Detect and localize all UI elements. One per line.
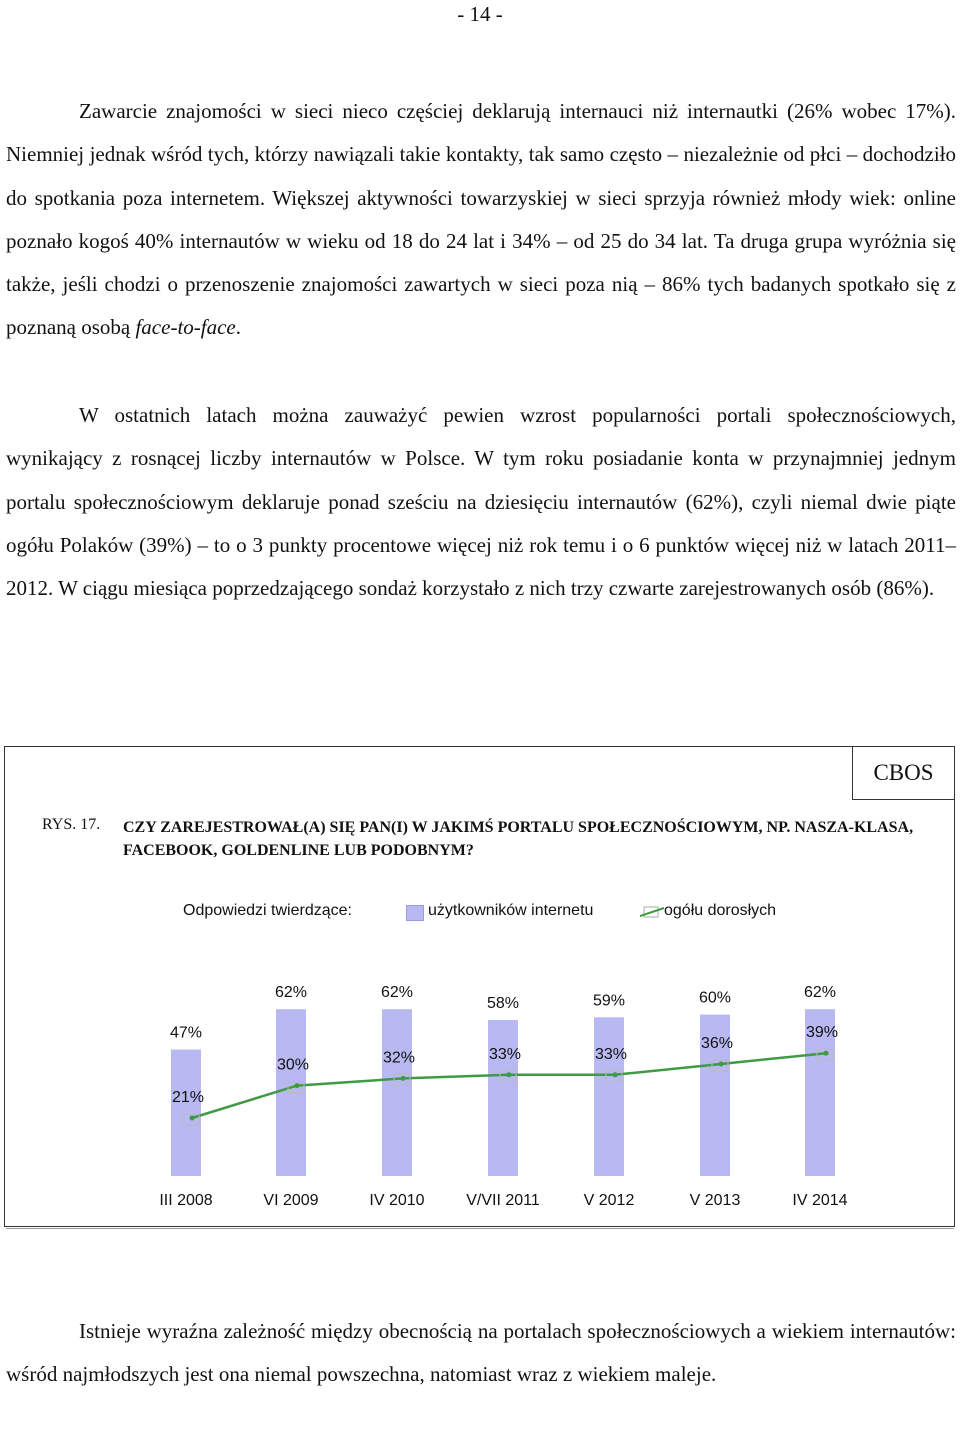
figure-divider [6, 1228, 954, 1229]
figure-label: RYS. 17. [42, 816, 101, 833]
line-label-0: 21% [171, 1089, 205, 1106]
legend-title: Odpowiedzi twierdzące: [183, 902, 352, 919]
bar-label-1: 62% [274, 984, 308, 1002]
figure-question: CZY ZAREJESTROWAŁ(A) SIĘ PAN(I) W JAKIMŚ PORTALU SPOŁECZNOŚCIOWYM, NP. NASZA-KLASA, FACEBOOK, GOLDENLINE LUB PODOBNYM? [123, 819, 914, 859]
category-label-6: IV 2014 [792, 1192, 848, 1209]
bar-label-2: 62% [380, 984, 414, 1002]
bar-label-3: 58% [486, 994, 520, 1012]
paragraph-1: Zawarcie znajomości w sieci nieco częściej deklarują internauci niż internautki (26% wobec 17%). Niemniej jednak wśród tych, którzy nawiązali takie kontakty, tak samo często – niezależnie od płci – dochodziło do spotkania poza internetem. Większej aktywności towarzyskiej w sieci sprzyja również młody wiek: online poznało kogoś 40% internautów w wieku od 18 do 24 lat i 34% – od 25 do 34 lat. Ta druga grupa wyróżnia się także, jeśli chodzi o przenoszenie znajomości zawartych w sieci poza nią – 86% tych badanych spotkało się z poznaną osobą face-to-face. [6, 99, 956, 340]
category-label-1: VI 2009 [263, 1192, 319, 1209]
line-label-6: 39% [805, 1024, 839, 1042]
category-label-4: V 2012 [583, 1192, 635, 1209]
legend-label-bars: użytkowników internetu [428, 902, 594, 919]
bar-label-0: 47% [169, 1024, 203, 1042]
category-label-3: V/VII 2011 [466, 1192, 540, 1209]
source-badge: CBOS [852, 746, 955, 800]
category-label-2: IV 2010 [369, 1192, 425, 1209]
bar-3 [488, 1020, 518, 1176]
paragraph-3: Istnieje wyraźna zależność między obecnością na portalach społecznościowych a wiekiem internautów: wśród najmłodszych jest ona niemal powszechna, natomiast wraz z wiekiem maleje. [6, 1319, 956, 1387]
bar-label-5: 60% [698, 989, 732, 1007]
bar-label-4: 59% [592, 992, 626, 1010]
bar-0 [171, 1050, 201, 1176]
line-label-1: 30% [276, 1056, 310, 1074]
paragraph-2: W ostatnich latach można zauważyć pewien wzrost popularności portali społecznościowych, wynikający z rosnącej liczby internautów w Polsce. W tym roku posiadanie konta w przynajmniej jednym portalu społecznościowym deklaruje ponad sześciu na dziesięciu internautów (62%), czyli niemal dwie piąte ogółu Polaków (39%) – to o 3 punkty procentowe więcej niż rok temu i o 6 punktów więcej niż w latach 2011–2012. W ciągu miesiąca poprzedzającego sondaż korzystało z nich trzy czwarte zarejestrowanych osób (86%). [6, 403, 956, 601]
bar-2 [382, 1009, 412, 1176]
page-number: - 14 - [457, 2, 503, 26]
line-label-5: 36% [700, 1035, 734, 1052]
bar-4 [594, 1017, 624, 1176]
line-label-2: 32% [382, 1049, 416, 1067]
bar-label-6: 62% [803, 984, 837, 1002]
legend-label-line: ogółu dorosłych [664, 902, 777, 919]
line-label-3: 33% [488, 1045, 522, 1063]
category-label-0: III 2008 [159, 1192, 213, 1209]
line-label-4: 33% [594, 1045, 628, 1063]
category-label-5: V 2013 [689, 1192, 741, 1209]
